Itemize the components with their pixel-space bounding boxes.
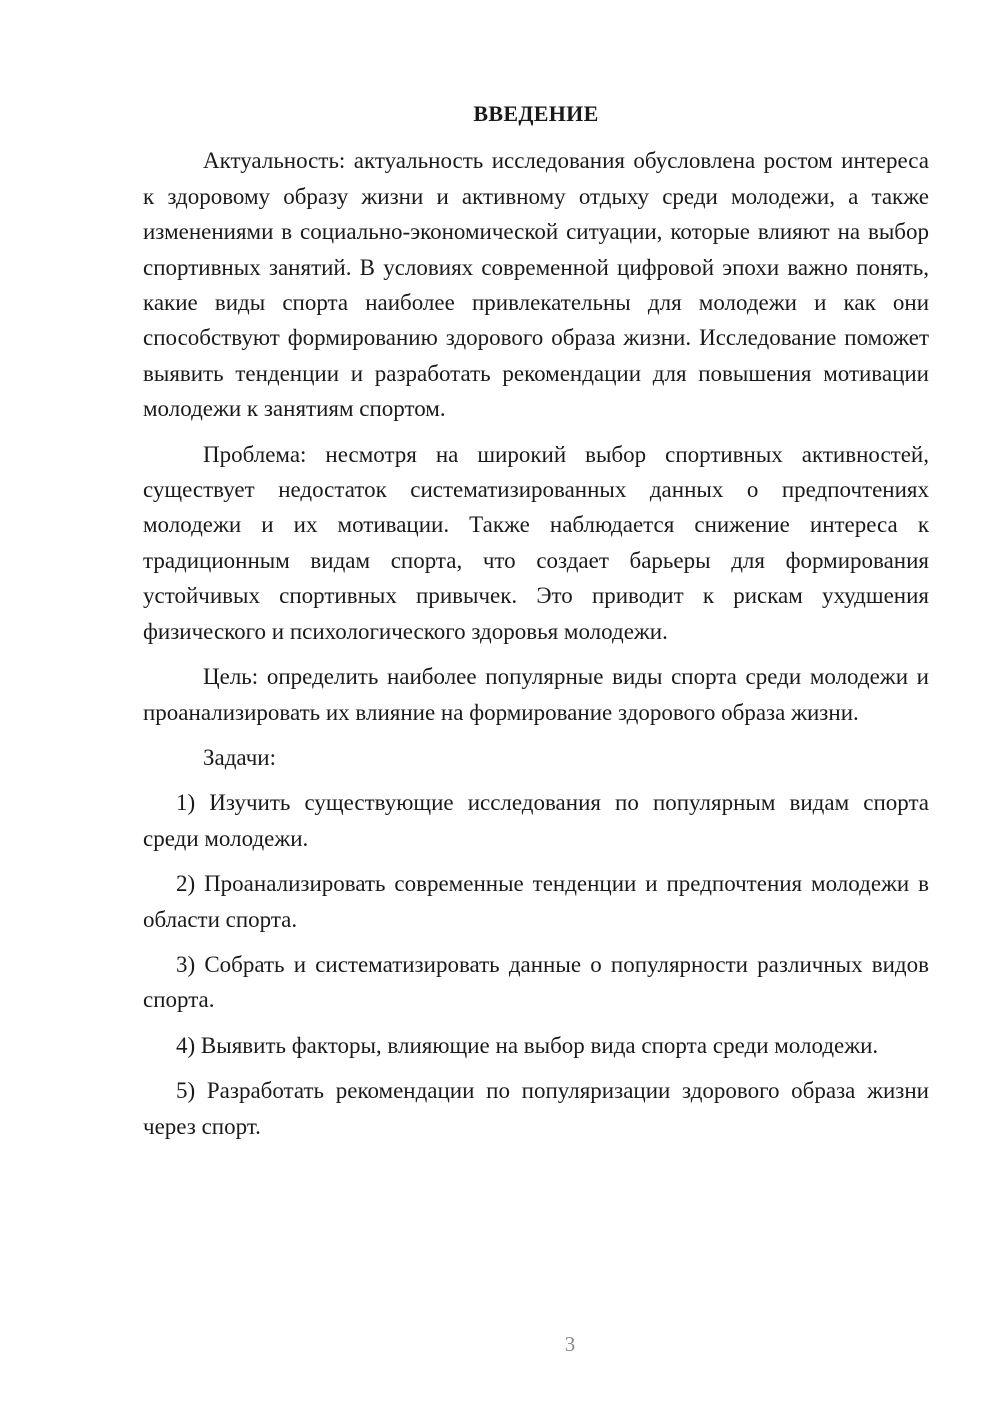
section-heading: ВВЕДЕНИЕ	[473, 101, 599, 126]
task-item-2: 2) Проанализировать современные тенденции и предпочтения молодежи в области спорта.	[143, 871, 929, 932]
paragraph-problem: Проблема: несмотря на широкий выбор спортивных активностей, существует недостаток систематизированных данных о предпочтениях молодежи и их мотивации. Также наблюдается снижение интереса к традиционным видам спорта, что создает барьеры для формирования устойчивых спортивных привычек. Это приводит к рискам ухудшения физического и психологического здоровья молодежи.	[143, 441, 929, 644]
paragraph-goal: Цель: определить наиболее популярные виды спорта среди молодежи и проанализировать их влияние на формирование здорового образа жизни.	[143, 664, 929, 725]
task-item-1: 1) Изучить существующие исследования по популярным видам спорта среди молодежи.	[143, 790, 929, 851]
paragraph-relevance: Актуальность: актуальность исследования обусловлена ростом интереса к здоровому образу жизни и активному отдыху среди молодежи, а также изменениями в социально-экономической ситуации, которые влияют на выбор спортивных занятий. В условиях современной цифровой эпохи важно понять, какие виды спорта наиболее привлекательны для молодежи и как они способствуют формированию здорового образа жизни. Исследование поможет выявить тенденции и разработать рекомендации для повышения мотивации молодежи к занятиям спортом.	[143, 148, 929, 422]
tasks-label: Задачи:	[203, 744, 276, 770]
page-number: 3	[564, 1332, 576, 1356]
task-item-3: 3) Собрать и систематизировать данные о популярности различных видов спорта.	[143, 951, 929, 1013]
page-content	[143, 96, 929, 1154]
task-item-5: 5) Разработать рекомендации по популяризации здорового образа жизни через спорт.	[143, 1078, 929, 1139]
task-item-4: 4) Выявить факторы, влияющие на выбор вида спорта среди молодежи.	[176, 1032, 879, 1058]
